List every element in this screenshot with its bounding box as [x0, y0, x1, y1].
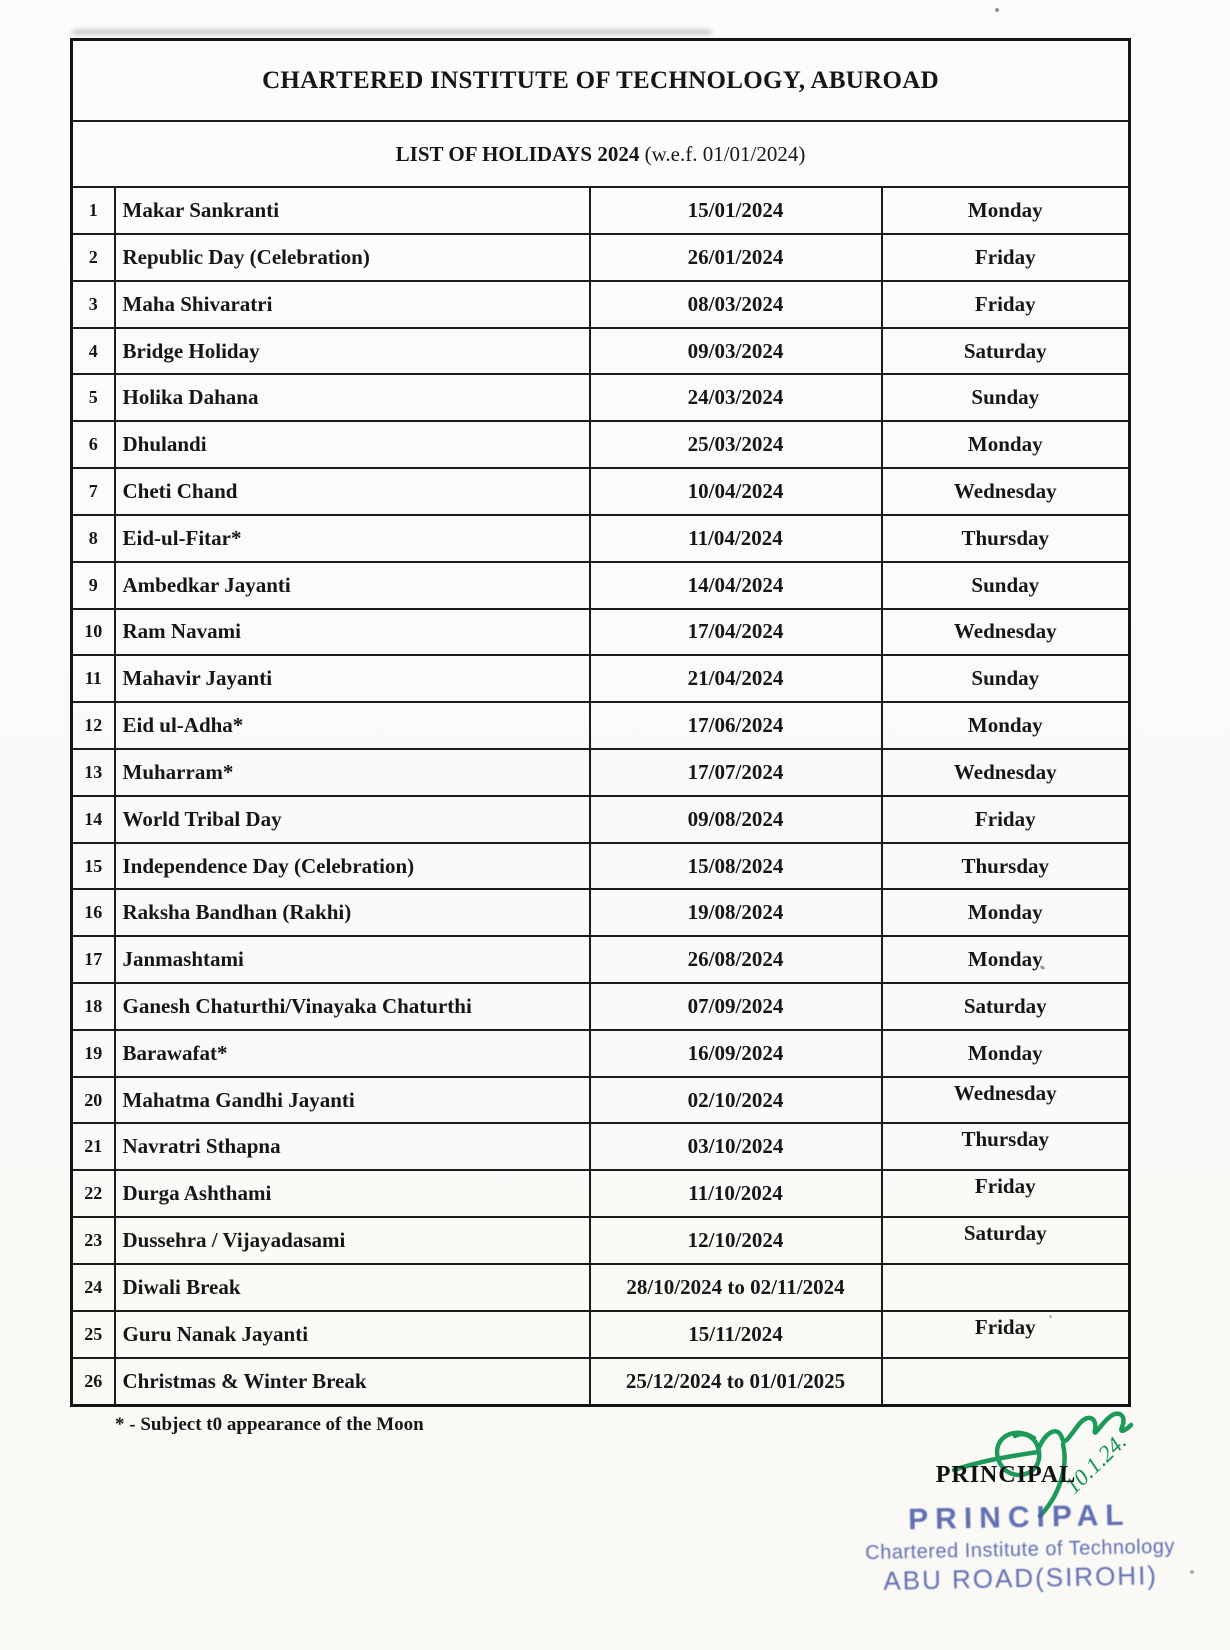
page-subtitle [72, 121, 1130, 187]
subtitle-row [72, 121, 1130, 187]
holiday-date: 15/08/2024 [590, 843, 882, 890]
table-row [72, 562, 1130, 609]
holiday-sno: 7 [72, 468, 115, 515]
table-row [72, 1264, 1130, 1311]
holiday-sno: 18 [72, 983, 115, 1030]
holiday-date: 26/01/2024 [590, 234, 882, 281]
holiday-name: Diwali Break [115, 1264, 590, 1311]
holiday-name: Republic Day (Celebration) [115, 234, 590, 281]
table-row [72, 983, 1130, 1030]
holiday-name: Mahatma Gandhi Jayanti [115, 1077, 590, 1124]
office-stamp [847, 1497, 1193, 1597]
holiday-sno: 16 [72, 889, 115, 936]
holiday-name: Muharram* [115, 749, 590, 796]
table-row [72, 281, 1130, 328]
holiday-date: 25/12/2024 to 01/01/2025 [590, 1358, 882, 1406]
holiday-name: Christmas & Winter Break [115, 1358, 590, 1406]
table-row [72, 1217, 1130, 1264]
table-row [72, 374, 1130, 421]
holiday-sno: 17 [72, 936, 115, 983]
stamp-location: ABU ROAD(SIROHI) [883, 1560, 1159, 1596]
holiday-day: Monday [882, 421, 1130, 468]
holiday-day: Friday [882, 234, 1130, 281]
holiday-date: 08/03/2024 [590, 281, 882, 328]
holiday-sno: 11 [72, 655, 115, 702]
handwritten-date: 10.1.24. [1060, 1428, 1132, 1499]
holiday-date: 09/03/2024 [590, 328, 882, 375]
title-row [72, 40, 1130, 122]
holiday-day: Sunday [882, 655, 1130, 702]
holiday-name: Eid-ul-Fitar* [115, 515, 590, 562]
table-row [72, 1311, 1130, 1358]
table-row [72, 749, 1130, 796]
holiday-table [70, 38, 1131, 1407]
holiday-date: 11/04/2024 [590, 515, 882, 562]
table-row [72, 936, 1130, 983]
holiday-sno: 8 [72, 515, 115, 562]
holiday-sno: 4 [72, 328, 115, 375]
holiday-name: Makar Sankranti [115, 187, 590, 234]
holiday-date: 02/10/2024 [590, 1077, 882, 1124]
table-row [72, 328, 1130, 375]
table-row [72, 655, 1130, 702]
table-row [72, 1030, 1130, 1077]
table-row [72, 889, 1130, 936]
holiday-sno: 13 [72, 749, 115, 796]
holiday-table-body [72, 187, 1130, 1405]
holiday-date: 17/04/2024 [590, 609, 882, 656]
holiday-sno: 19 [72, 1030, 115, 1077]
table-row [72, 702, 1130, 749]
holiday-name: Cheti Chand [115, 468, 590, 515]
holiday-date: 07/09/2024 [590, 983, 882, 1030]
holiday-date: 28/10/2024 to 02/11/2024 [590, 1264, 882, 1311]
holiday-day: Wednesday [882, 1077, 1130, 1124]
holiday-name: Dhulandi [115, 421, 590, 468]
holiday-sno: 6 [72, 421, 115, 468]
holiday-sno: 12 [72, 702, 115, 749]
holiday-date: 11/10/2024 [590, 1170, 882, 1217]
holiday-name: Holika Dahana [115, 374, 590, 421]
holiday-day: Wednesday [882, 468, 1130, 515]
holiday-date: 16/09/2024 [590, 1030, 882, 1077]
holiday-sno: 5 [72, 374, 115, 421]
scan-smudge [72, 29, 712, 35]
holiday-date: 26/08/2024 [590, 936, 882, 983]
holiday-sno: 10 [72, 609, 115, 656]
holiday-name: Independence Day (Celebration) [115, 843, 590, 890]
holiday-name: Raksha Bandhan (Rakhi) [115, 889, 590, 936]
holiday-date: 09/08/2024 [590, 796, 882, 843]
holiday-name: Durga Ashthami [115, 1170, 590, 1217]
holiday-sno: 24 [72, 1264, 115, 1311]
page-title: CHARTERED INSTITUTE OF TECHNOLOGY, ABUROAD [72, 40, 1130, 122]
holiday-sno: 1 [72, 187, 115, 234]
table-row [72, 1077, 1130, 1124]
holiday-sno: 25 [72, 1311, 115, 1358]
holiday-name: Eid ul-Adha* [115, 702, 590, 749]
holiday-name: Ambedkar Jayanti [115, 562, 590, 609]
holiday-name: Bridge Holiday [115, 328, 590, 375]
table-row [72, 187, 1130, 234]
holiday-name: Dussehra / Vijayadasami [115, 1217, 590, 1264]
stamp-institute-name: Chartered Institute of Technology [865, 1535, 1176, 1565]
holiday-name: Mahavir Jayanti [115, 655, 590, 702]
holiday-sno: 23 [72, 1217, 115, 1264]
holiday-day: Wednesday [882, 609, 1130, 656]
holiday-day: Sunday [882, 374, 1130, 421]
holiday-day: Friday [882, 1170, 1130, 1217]
holiday-name: Maha Shivaratri [115, 281, 590, 328]
holiday-name: Guru Nanak Jayanti [115, 1311, 590, 1358]
scan-speck [995, 8, 999, 12]
holiday-day: Sunday [882, 562, 1130, 609]
holiday-sno: 20 [72, 1077, 115, 1124]
holiday-name: Navratri Sthapna [115, 1123, 590, 1170]
holiday-day: Friday [882, 796, 1130, 843]
holiday-name: Barawafat* [115, 1030, 590, 1077]
holiday-date: 10/04/2024 [590, 468, 882, 515]
holiday-name: World Tribal Day [115, 796, 590, 843]
holiday-day: Monday [882, 1030, 1130, 1077]
holiday-day: Friday [882, 281, 1130, 328]
holiday-day: Monday [882, 187, 1130, 234]
holiday-date: 21/04/2024 [590, 655, 882, 702]
holiday-sno: 21 [72, 1123, 115, 1170]
holiday-day: Thursday [882, 1123, 1130, 1170]
holiday-day: Saturday [882, 328, 1130, 375]
holiday-date: 17/06/2024 [590, 702, 882, 749]
holiday-date: 25/03/2024 [590, 421, 882, 468]
holiday-day [882, 1264, 1130, 1311]
holiday-sno: 15 [72, 843, 115, 890]
holiday-day: Friday [882, 1311, 1130, 1358]
holiday-name: Ganesh Chaturthi/Vinayaka Chaturthi [115, 983, 590, 1030]
holiday-date: 03/10/2024 [590, 1123, 882, 1170]
subtitle-wef-note: (w.e.f. 01/01/2024) [639, 141, 806, 166]
table-row [72, 1170, 1130, 1217]
holiday-day: Saturday [882, 1217, 1130, 1264]
holiday-day: Monday [882, 702, 1130, 749]
holiday-date: 24/03/2024 [590, 374, 882, 421]
holiday-sno: 3 [72, 281, 115, 328]
holiday-sno: 9 [72, 562, 115, 609]
holiday-day: Thursday [882, 843, 1130, 890]
holiday-day: Monday [882, 936, 1130, 983]
holiday-sno: 22 [72, 1170, 115, 1217]
holiday-name: Ram Navami [115, 609, 590, 656]
holiday-sno: 26 [72, 1358, 115, 1406]
stamp-designation: PRINCIPAL [907, 1498, 1131, 1537]
table-row [72, 796, 1130, 843]
subtitle-main: LIST OF HOLIDAYS 2024 [395, 141, 640, 166]
holiday-name: Janmashtami [115, 936, 590, 983]
principal-designation-label: PRINCIPAL [935, 1462, 1077, 1488]
holiday-date: 17/07/2024 [590, 749, 882, 796]
holiday-date: 14/04/2024 [590, 562, 882, 609]
holiday-sno: 14 [72, 796, 115, 843]
holiday-table-head [72, 40, 1130, 188]
holiday-date: 19/08/2024 [590, 889, 882, 936]
holiday-date: 12/10/2024 [590, 1217, 882, 1264]
table-row [72, 843, 1130, 890]
table-row [72, 1123, 1130, 1170]
moon-footnote: * - Subject t0 appearance of the Moon [115, 1414, 424, 1435]
table-row [72, 609, 1130, 656]
holiday-date: 15/11/2024 [590, 1311, 882, 1358]
holiday-day: Saturday [882, 983, 1130, 1030]
holiday-date: 15/01/2024 [590, 187, 882, 234]
table-row [72, 515, 1130, 562]
holiday-sno: 2 [72, 234, 115, 281]
holiday-day: Thursday [882, 515, 1130, 562]
holiday-day: Monday [882, 889, 1130, 936]
table-row [72, 234, 1130, 281]
table-row [72, 421, 1130, 468]
holiday-day: Wednesday [882, 749, 1130, 796]
table-row [72, 468, 1130, 515]
